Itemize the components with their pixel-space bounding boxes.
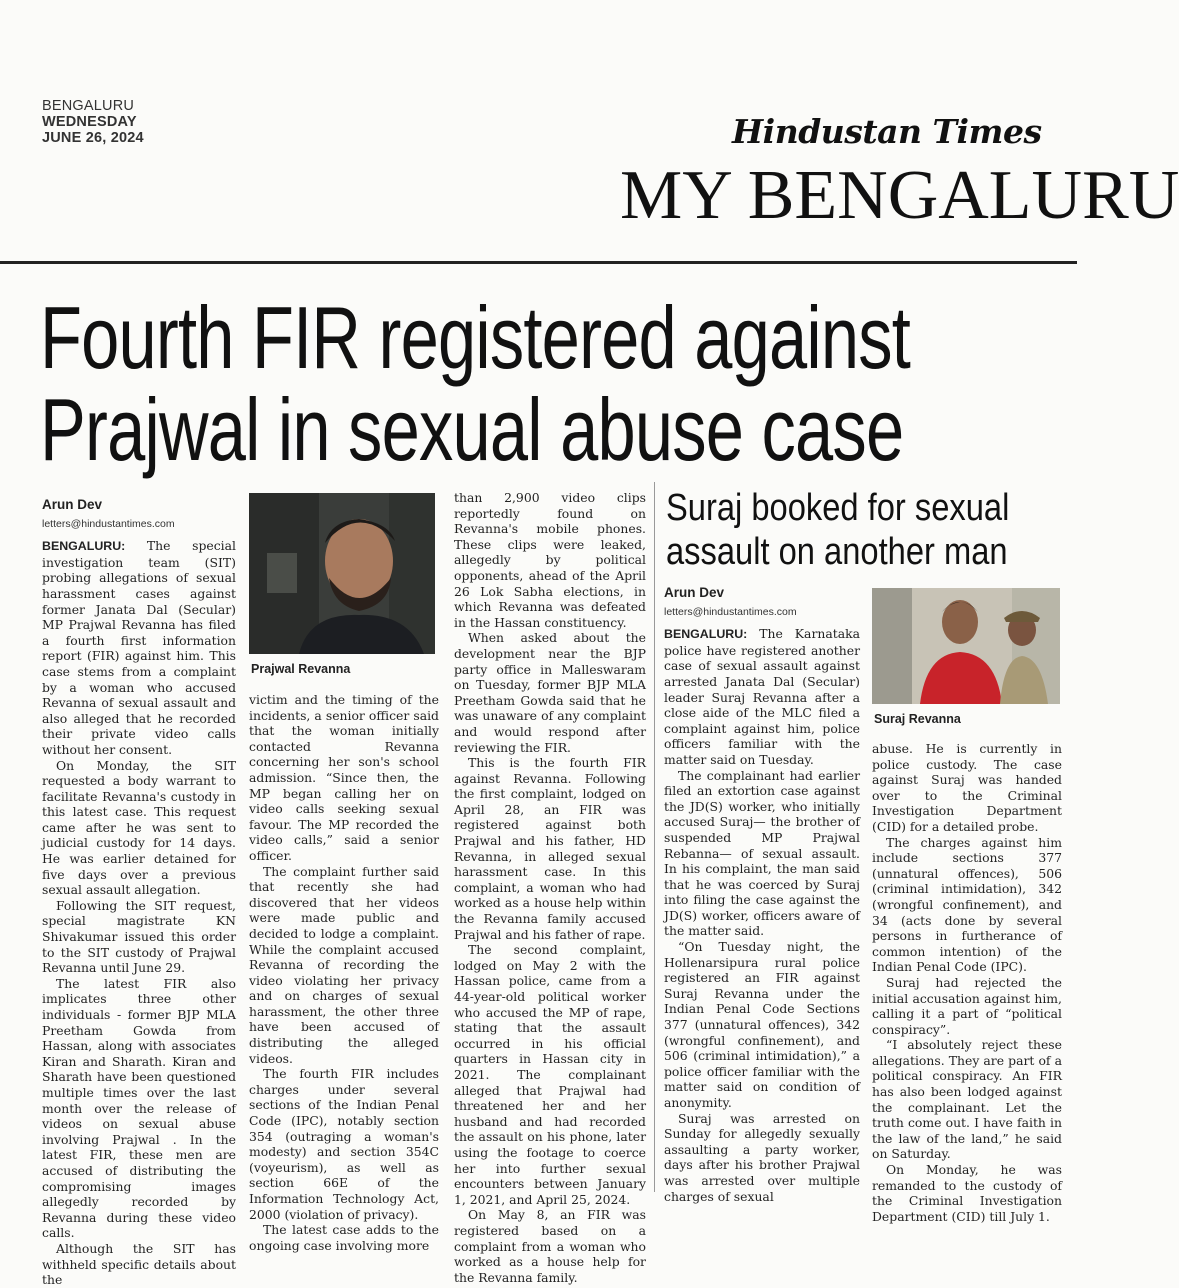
paragraph: The second complaint, lodged on May 2 with the Hassan police, came from a 44-year-old political worker who accused the MP of rape, stating that the assault occurred in his official quarters in Hassan city in 2021. The complainant alleged that Prajwal had threatened her and her husband and had recorded the assault on his phone, later using the footage to coerce her into further sexual encounters between January 1, 2021, and April 25, 2024.: [454, 942, 646, 1207]
paragraph: The latest FIR also implicates three other individuals - former BJP MLA Preetham Gowda from Hassan, along with associates Kiran and Sharath. Kiran and Sharath have been questioned multiple times over the last month over the release of videos on sexual abuse involving Prajwal . In the latest FIR, these men are accused of distributing the compromising images allegedly recorded by Revanna during these video calls.: [42, 975, 236, 1241]
prajwal-photo-caption: Prajwal Revanna: [251, 662, 351, 676]
paragraph: On Monday, he was remanded to the custody of the Criminal Investigation Department (CID) till July 1.: [872, 1162, 1062, 1224]
side-headline-line2: assault on another man: [666, 531, 1008, 573]
side-author-byline: Arun Dev: [664, 585, 725, 600]
edition-date: JUNE 26, 2024: [42, 130, 144, 146]
paragraph: The complaint further said that recently she had discovered that her videos were made public and decided to lodge a complaint. While the complaint accused Revanna of recording the video violating her privacy and on charges of sexual harassment, the other three have been accused of distributing the alleged videos.: [249, 863, 439, 1066]
author-byline: Arun Dev: [42, 497, 103, 512]
main-col-3: [454, 490, 646, 1285]
main-col-2: [249, 692, 439, 1253]
paragraph: The latest case adds to the ongoing case involving more: [249, 1222, 439, 1253]
side-author-email: letters@hindustantimes.com: [664, 605, 797, 618]
paragraph: BENGALURU: The special investigation team (SIT) probing allegations of sexual harassment cases against former Janata Dal (Secular) MP Prajwal Revanna has filed a fourth first information report (FIR) against him. This case stems from a complaint by a woman who accused Revanna of sexual assault and also alleged that he recorded their private video calls without her consent.: [42, 538, 236, 757]
prajwal-photo: [249, 493, 435, 654]
main-headline: [40, 288, 911, 479]
side-headline: [666, 486, 1010, 574]
paragraph: On Monday, the SIT requested a body warrant to facilitate Revanna's custody in this latest case. This request came after he was sent to judicial custody for 14 days. He was earlier detained for five days over a previous sexual assault allegation.: [42, 757, 236, 898]
paragraph: The fourth FIR includes charges under several sections of the Indian Penal Code (IPC), notably section 354 (outraging a woman's modesty) and section 354C (voyeurism), as well as section 66E of the Information Technology Act, 2000 (violation of privacy).: [249, 1066, 439, 1222]
column-divider: [654, 482, 655, 1192]
edition-day: WEDNESDAY: [42, 114, 137, 130]
dateline-block: [42, 98, 144, 146]
paragraph: than 2,900 video clips reportedly found on Revanna's mobile phones. These clips were leaked, allegedly by political opponents, ahead of the April 26 Lok Sabha elections, in which Revanna was defeated in the Hassan constituency.: [454, 490, 646, 630]
prajwal-photo-image: [249, 493, 435, 654]
paragraph: Suraj was arrested on Sunday for allegedly sexually assaulting a party worker, days after his brother Prajwal was arrested over multiple charges of sexual: [664, 1110, 860, 1204]
dateline: BENGALURU:: [42, 539, 126, 554]
paragraph: The complainant had earlier filed an extortion case against the JD(S) worker, who initially accused Suraj— the brother of suspended MP Prajwal Rebanna— of sexual assault. In his complaint, the man said that he was coerced by Suraj into filing the case against the JD(S) worker, officers aware of the matter said.: [664, 767, 860, 939]
paragraph: Suraj had rejected the initial accusation against him, calling it a part of “political conspiracy”.: [872, 974, 1062, 1037]
paragraph: The charges against him include sections 377 (unnatural offences), 506 (criminal intimidation), 342 (wrongful confinement), and 34 (acts done by several persons in furtherance of common intention) of the Indian Penal Code (IPC).: [872, 834, 1062, 975]
main-col-1: [42, 497, 236, 1288]
suraj-photo: [872, 588, 1060, 704]
side-col-1: [664, 585, 860, 1204]
side-dateline: BENGALURU:: [664, 627, 748, 642]
paragraph: Following the SIT request, special magistrate KN Shivakumar issued this order to the SIT custody of Prajwal Revanna until June 29.: [42, 897, 236, 976]
author-email: letters@hindustantimes.com: [42, 517, 175, 530]
paragraph: Although the SIT has withheld specific details about the: [42, 1240, 236, 1288]
paragraph: “I absolutely reject these allegations. They are part of a political conspiracy. An FIR has also been lodged against the complainant. Let the truth come out. I have faith in the law of the land,” he said on Saturday.: [872, 1037, 1062, 1162]
header-rule: [0, 261, 1077, 264]
edition-city: BENGALURU: [42, 98, 135, 114]
main-headline-line1: Fourth FIR registered against: [40, 288, 911, 387]
suraj-photo-caption: Suraj Revanna: [874, 712, 961, 726]
side-headline-line1: Suraj booked for sexual: [666, 487, 1010, 529]
paragraph: On May 8, an FIR was registered based on a complaint from a woman who worked as a house help for the Revanna family.: [454, 1207, 646, 1285]
masthead-logo: Hindustan Times: [732, 112, 1042, 151]
suraj-photo-image: [872, 588, 1060, 704]
main-headline-line2: Prajwal in sexual abuse case: [40, 380, 904, 479]
section-title: MY BENGALURU: [620, 157, 1179, 234]
paragraph: victim and the timing of the incidents, a senior officer said that the woman initially contacted Revanna concerning her son's school admission. “Since then, the MP began calling her on video calls seeking sexual favour. The MP recorded the video calls,” said a senior officer.: [249, 692, 439, 863]
paragraph: When asked about the development near the BJP party office in Malleswaram on Tuesday, former BJP MLA Preetham Gowda said that he was unaware of any complaint and would respond after reviewing the FIR.: [454, 630, 646, 755]
side-col-2: [872, 741, 1062, 1224]
paragraph: abuse. He is currently in police custody. The case against Suraj was handed over to the Criminal Investigation Department (CID) for a detailed probe.: [872, 741, 1062, 834]
paragraph: “On Tuesday night, the Hollenarsipura rural police registered an FIR against Suraj Revanna under the Indian Penal Code Sections 377 (unnatural offences), 342 (wrongful confinement), and 506 (criminal intimidation),” a police officer familiar with the matter said on condition of anonymity.: [664, 939, 860, 1110]
paragraph: BENGALURU: The Karnataka police have registered another case of sexual assault against arrested Janata Dal (Secular) leader Suraj Revanna after a close aide of the MLC filed a complaint against him, police officers familiar with the matter said on Tuesday.: [664, 626, 860, 767]
paragraph: This is the fourth FIR against Revanna. Following the first complaint, lodged on April 28, an FIR was registered against both Prajwal and his father, HD Revanna, in alleged sexual harassment case. In this complaint, a woman who had worked as a house help within the Revanna family accused Prajwal and his father of rape.: [454, 755, 646, 942]
